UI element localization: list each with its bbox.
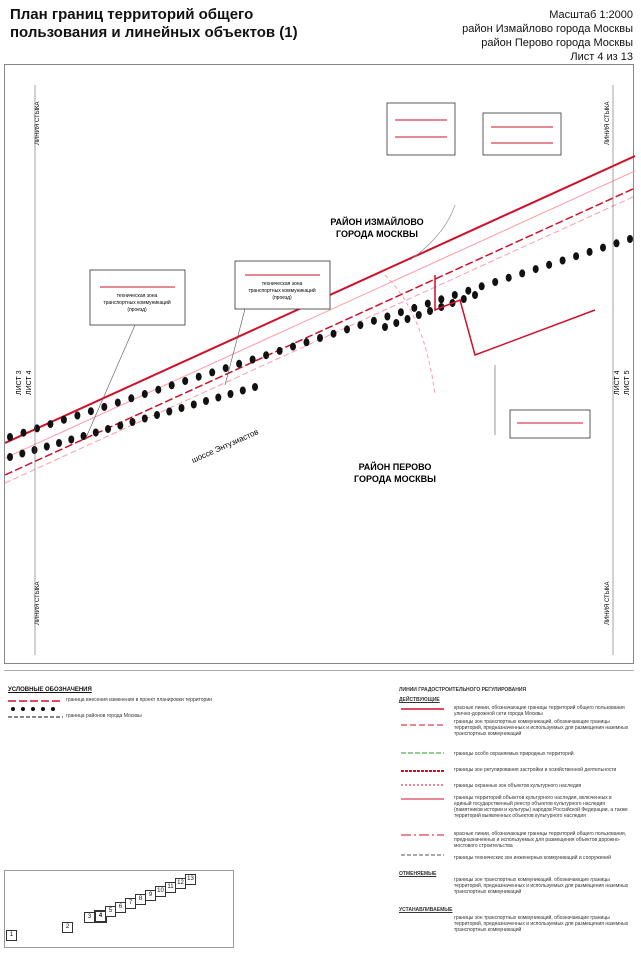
boundary-dot bbox=[614, 239, 620, 247]
legend-item-right: границы зон транспортных коммуникаций, обозначающие границы территорий, предназначенных и используемых для размещения наземных транспортных коммуникаций bbox=[454, 719, 629, 737]
callout-text: (проезд) bbox=[272, 295, 292, 301]
legend-title: УСЛОВНЫЕ ОБОЗНАЧЕНИЯ bbox=[8, 687, 92, 693]
keymap-sheet: 5 bbox=[105, 906, 116, 917]
junction-curve bbox=[385, 275, 435, 395]
boundary-dot bbox=[304, 338, 310, 346]
boundary-dot bbox=[44, 443, 50, 451]
header-info bbox=[462, 8, 633, 64]
legend-symbols-left bbox=[8, 697, 68, 721]
boundary-dot bbox=[600, 244, 606, 252]
boundary-dot bbox=[228, 390, 234, 398]
callout-box bbox=[510, 410, 590, 438]
keymap-sheet: 1 bbox=[6, 930, 17, 941]
boundary-dot bbox=[142, 390, 148, 398]
boundary-dot bbox=[427, 307, 433, 315]
boundary-dot bbox=[492, 278, 498, 286]
district-1-label: район Измайлово города Москвы bbox=[462, 23, 633, 35]
keymap-sheet: 10 bbox=[155, 886, 166, 897]
boundary-dot bbox=[61, 416, 67, 424]
boundary-dot bbox=[472, 291, 478, 299]
sheet-label: ЛИСТ 4 bbox=[26, 370, 33, 395]
boundary-dot bbox=[465, 287, 471, 295]
district-label-izmailovo: ГОРОДА МОСКВЫ bbox=[336, 229, 418, 239]
boundary-dot bbox=[191, 401, 197, 409]
legend-cancelled: ОТМЕНЯЕМЫЕ bbox=[399, 871, 437, 877]
callout-text: техническая зона bbox=[261, 281, 303, 287]
boundary-dot bbox=[263, 351, 269, 359]
district-2-label: район Перово города Москвы bbox=[481, 37, 633, 49]
map-frame bbox=[4, 64, 634, 664]
boundary-dot bbox=[627, 235, 633, 243]
keymap-sheet: 9 bbox=[145, 890, 156, 901]
boundary-dot bbox=[47, 420, 53, 428]
boundary-dot bbox=[382, 323, 388, 331]
boundary-dot bbox=[19, 450, 25, 458]
boundary-dot bbox=[290, 343, 296, 351]
boundary-dot bbox=[506, 274, 512, 282]
keymap-sheet: 6 bbox=[115, 902, 126, 913]
keymap-sheet: 11 bbox=[165, 882, 176, 893]
boundary-dot bbox=[128, 394, 134, 402]
callout-box bbox=[483, 113, 561, 155]
boundary-dot bbox=[452, 291, 458, 299]
boundary-dot bbox=[546, 261, 552, 269]
junction-red-line bbox=[435, 275, 595, 355]
sheet-label: ЛИСТ 5 bbox=[624, 370, 631, 395]
legend-item-right: границы особо охраняемых природных территорий bbox=[454, 751, 574, 757]
boundary-dot bbox=[461, 295, 467, 303]
boundary-dot bbox=[68, 436, 74, 444]
boundary-dot bbox=[155, 386, 161, 394]
boundary-dot bbox=[573, 252, 579, 260]
legend-acting: ДЕЙСТВУЮЩИЕ bbox=[399, 697, 440, 703]
road-name-label: шоссе Энтузиастов bbox=[190, 427, 260, 465]
edge-label: ЛИНИЯ СТЫКА bbox=[35, 581, 41, 625]
boundary-dot bbox=[533, 265, 539, 273]
edge-label: ЛИНИЯ СТЫКА bbox=[605, 101, 611, 145]
boundary-dot bbox=[7, 453, 13, 461]
legend-cancelled-item: границы зон транспортных коммуникаций, обозначающие границы территорий, предназначенных и используемых для размещения наземных транспортных коммуникаций bbox=[454, 877, 629, 895]
boundary-dot bbox=[438, 295, 444, 303]
legend-item-right: границы охранных зон объектов культурного наследия bbox=[454, 783, 582, 789]
boundary-dot bbox=[93, 429, 99, 437]
boundary-dot bbox=[411, 304, 417, 312]
boundary-dot bbox=[252, 383, 258, 391]
legend-item-left: граница районов города Москвы bbox=[66, 713, 142, 719]
scale-label: Масштаб 1:2000 bbox=[549, 9, 633, 21]
boundary-dot bbox=[236, 360, 242, 368]
boundary-dot bbox=[130, 418, 136, 426]
boundary-dot bbox=[519, 269, 525, 277]
boundary-dot bbox=[344, 325, 350, 333]
legend-reg-title: ЛИНИИ ГРАДОСТРОИТЕЛЬНОГО РЕГУЛИРОВАНИЯ bbox=[399, 687, 527, 693]
boundary-dot bbox=[223, 364, 229, 372]
boundary-dot bbox=[384, 313, 390, 321]
keymap-sheet: 13 bbox=[185, 874, 196, 885]
boundary-dot bbox=[357, 321, 363, 329]
map-canvas bbox=[5, 65, 635, 665]
boundary-dot bbox=[416, 311, 422, 319]
district-label-perovo: РАЙОН ПЕРОВО bbox=[358, 462, 432, 472]
boundary-dot bbox=[250, 356, 256, 364]
callout-text: транспортных коммуникаций bbox=[103, 300, 171, 306]
boundary-dot bbox=[425, 300, 431, 308]
keymap-sheet-current: 4 bbox=[94, 910, 107, 923]
title-line-1: План границ территорий общего bbox=[10, 6, 254, 23]
boundary-dot bbox=[56, 439, 62, 447]
boundary-dot bbox=[117, 422, 123, 430]
legend-item-right: границы зон регулирования застройки и хозяйственной деятельности bbox=[454, 767, 617, 773]
legend-established-item: границы зон транспортных коммуникаций, обозначающие границы территорий, предназначенных и используемых для размещения наземных транспортных коммуникаций bbox=[454, 915, 629, 933]
boundary-dot bbox=[21, 429, 27, 437]
boundary-dot bbox=[398, 308, 404, 316]
keymap-sheet: 7 bbox=[125, 898, 136, 909]
boundary-dot bbox=[105, 425, 111, 433]
boundary-dot bbox=[142, 415, 148, 423]
boundary-dot bbox=[115, 399, 121, 407]
keymap-sheet: 8 bbox=[135, 894, 146, 905]
boundary-dot bbox=[240, 387, 246, 395]
legend-item-right: границы технических зон инженерных коммуникаций и сооружений bbox=[454, 855, 611, 861]
title-line-2: пользования и линейных объектов (1) bbox=[10, 24, 298, 41]
edge-label: ЛИНИЯ СТЫКА bbox=[605, 581, 611, 625]
boundary-dot bbox=[88, 407, 94, 415]
legend-item-right: границы территорий объектов культурного наследия, включенных в единый государственный реестр объектов культурного наследия (памятников истории и культуры) народов Российской Федерации, а также территорий выявленных объектов культурного наследия bbox=[454, 795, 628, 819]
boundary-dot bbox=[74, 412, 80, 420]
keymap-sheet: 3 bbox=[84, 912, 95, 923]
boundary-dot bbox=[196, 373, 202, 381]
sheet-label: ЛИСТ 3 bbox=[16, 370, 23, 395]
boundary-dot bbox=[479, 282, 485, 290]
boundary-dot bbox=[405, 315, 411, 323]
callout-text: техническая зона bbox=[116, 293, 158, 299]
boundary-dot bbox=[32, 446, 38, 454]
sheet-number-label: Лист 4 из 13 bbox=[570, 51, 633, 63]
legend-symbols-right bbox=[399, 705, 449, 885]
legend-item-right: красные линии, обозначающие границы территорий общего пользования улично-дорожной сети города Москвы bbox=[454, 705, 625, 717]
boundary-dot bbox=[371, 317, 377, 325]
legend-item-right: красные линии, обозначающие границы территорий общего пользования, предназначенных и используемых для размещения объектов дорожно-мостового строительства bbox=[454, 831, 627, 849]
boundary-dot bbox=[169, 381, 175, 389]
boundary-dot bbox=[166, 408, 172, 416]
boundary-dot bbox=[215, 394, 221, 402]
boundary-dot bbox=[101, 403, 107, 411]
callout-box bbox=[387, 103, 455, 155]
keymap-sheet: 2 bbox=[62, 922, 73, 933]
boundary-dot bbox=[154, 411, 160, 419]
legend-item-left: граница внесения изменения в проект планировки территории bbox=[66, 697, 212, 703]
boundary-dot bbox=[209, 368, 215, 376]
boundary-dot bbox=[179, 404, 185, 412]
boundary-dot bbox=[587, 248, 593, 256]
boundary-dot bbox=[393, 319, 399, 327]
boundary-dot bbox=[7, 433, 13, 441]
boundary-dot bbox=[182, 377, 188, 385]
district-label-izmailovo: РАЙОН ИЗМАЙЛОВО bbox=[330, 217, 424, 227]
boundary-dot bbox=[203, 397, 209, 405]
callout-text: транспортных коммуникаций bbox=[248, 288, 316, 294]
boundary-dot bbox=[317, 334, 323, 342]
page-title bbox=[10, 6, 298, 42]
sheet-label: ЛИСТ 4 bbox=[614, 370, 621, 395]
keymap-sheet: 12 bbox=[175, 878, 186, 889]
boundary-dot bbox=[277, 347, 283, 355]
callout-text: (проезд) bbox=[127, 307, 147, 313]
district-label-perovo: ГОРОДА МОСКВЫ bbox=[354, 474, 436, 484]
legend-established: УСТАНАВЛИВАЕМЫЕ bbox=[399, 907, 453, 913]
boundary-dot bbox=[560, 257, 566, 265]
boundary-dot bbox=[331, 330, 337, 338]
edge-label: ЛИНИЯ СТЫКА bbox=[35, 101, 41, 145]
